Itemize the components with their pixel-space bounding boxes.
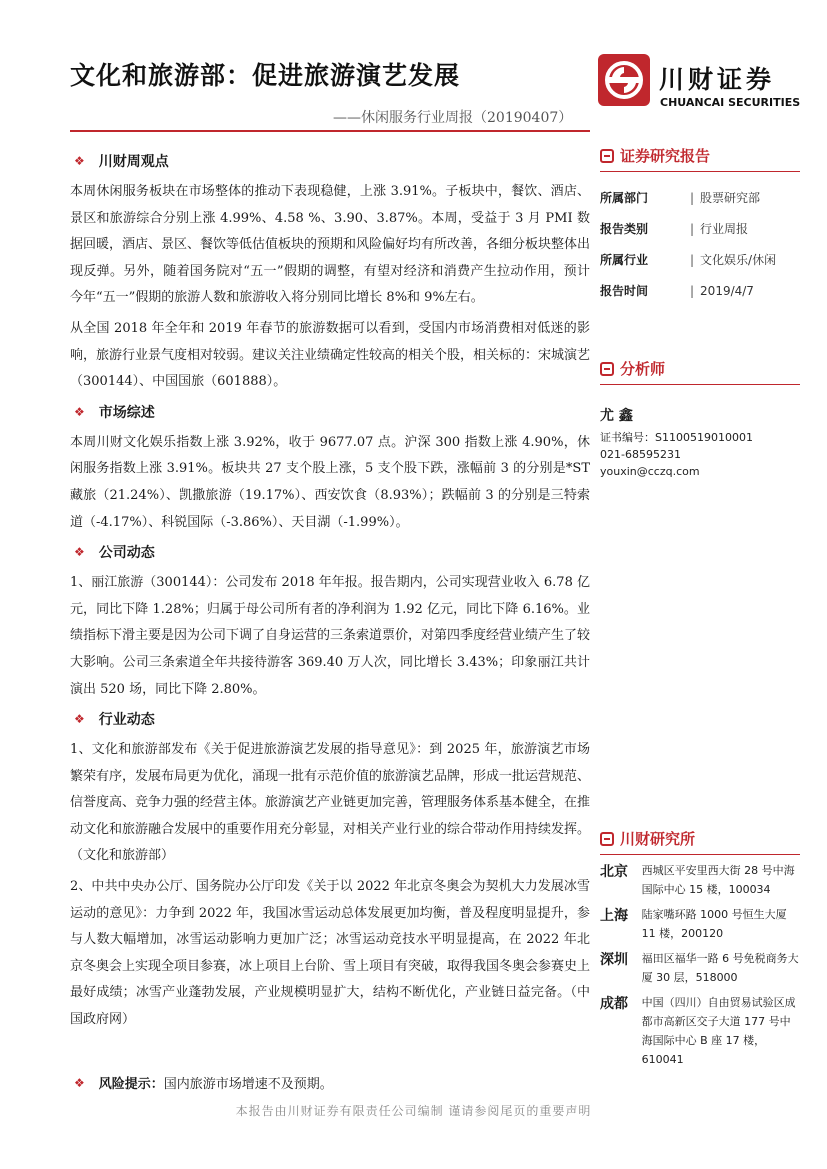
diamond-bullet-icon: ❖ bbox=[74, 712, 85, 727]
section-heading: ❖ 行业动态 bbox=[74, 712, 155, 729]
risk-text: 国内旅游市场增速不及预期。 bbox=[163, 1077, 333, 1092]
section-heading: ❖ 川财周观点 bbox=[74, 154, 169, 170]
info-row: 所属行业 | 文化娱乐/休闲 bbox=[600, 244, 800, 275]
logo-text-cn: 川财证券 bbox=[659, 65, 776, 94]
info-row: 所属部门 | 股票研究部 bbox=[600, 182, 800, 213]
analyst-cert: 证书编号：S1100519010001 bbox=[600, 431, 753, 444]
report-subtitle: ——休闲服务行业周报（20190407） bbox=[333, 110, 573, 126]
sidebar-divider bbox=[600, 171, 800, 172]
analyst-phone: 021-68595231 bbox=[600, 448, 681, 461]
section-market-review bbox=[70, 402, 590, 536]
analyst-name: 尤 鑫 bbox=[600, 408, 633, 424]
report-icon bbox=[600, 149, 614, 163]
paragraph: 本周休闲服务板块在市场整体的推动下表现稳健，上涨 3.91%。子板块中，餐饮、酒店、景区和旅游综合分别上涨 4.99%、4.58 %、3.90、3.87%。本周，受益于 3 月 PMI 数据回暖，酒店、景区、餐饮等低估值板块的预期和风险偏好均有所改善，各细分板块整体出现反弹。另外，随着国务院对“五一”假期的调整，有望对经济和消费产生拉动作用，预计今年“五一”假期的旅游人数和旅游收入将分别同比增长 8%和 9%左右。 bbox=[70, 184, 591, 306]
section-heading: ❖ 市场综述 bbox=[74, 404, 155, 421]
office-item: 成都 中国（四川）自由贸易试验区成都市高新区交子大道 177 号中海国际中心 B 座 17 楼，610041 bbox=[600, 996, 796, 1066]
info-row: 报告时间 | 2019/4/7 bbox=[600, 275, 800, 306]
paragraph: 1、丽江旅游（300144）：公司发布 2018 年年报。报告期内，公司实现营业收入 6.78 亿元，同比下降 1.28%；归属于母公司所有者的净利润为 1.92 亿元，同比下降 6.16%。业绩指标下滑主要是因为公司下调了自身运营的三条索道票价，对第四季度经营业绩产生了较大影响。公司三条索道全年共接待游客 369.40 万人次，同比增长 3.43%；印象丽江共计演出 520 场，同比下降 2.80%。 bbox=[70, 575, 591, 697]
risk-warning bbox=[70, 1073, 333, 1092]
info-row: 报告类别 | 行业周报 bbox=[600, 213, 800, 244]
title-divider bbox=[70, 130, 590, 132]
office-list bbox=[600, 861, 800, 1069]
section-weekly-view bbox=[70, 151, 590, 396]
paragraph: 从全国 2018 年全年和 2019 年春节的旅游数据可以看到，受国内市场消费相对低迷的影响，旅游行业景气度相对较弱。建议关注业绩确定性较高的相关个股，相关标的：宋城演艺（300144）、中国国旅（601888）。 bbox=[70, 320, 591, 390]
logo-text-en: CHUANCAI SECURITIES bbox=[660, 96, 801, 109]
page-footer: 本报告由川财证券有限责任公司编制 谨请参阅尾页的重要声明 bbox=[235, 1104, 592, 1118]
chuancai-logo-icon bbox=[598, 54, 650, 106]
office-item: 上海 陆家嘴环路 1000 号恒生大厦 11 楼，200120 bbox=[600, 908, 787, 940]
report-heading: 证券研究报告 bbox=[600, 145, 800, 166]
report-info bbox=[600, 182, 800, 306]
analyst-icon bbox=[600, 362, 614, 376]
main-content bbox=[70, 145, 590, 1038]
office-item: 北京 西城区平安里西大街 28 号中海国际中心 15 楼，100034 bbox=[600, 864, 795, 896]
section-industry-news bbox=[70, 709, 590, 1034]
sidebar-divider bbox=[600, 854, 800, 855]
diamond-bullet-icon: ❖ bbox=[74, 154, 85, 168]
institute-icon bbox=[600, 832, 614, 846]
office-item: 深圳 福田区福华一路 6 号免税商务大厦 30 层，518000 bbox=[600, 952, 799, 984]
page-title: 文化和旅游部：促进旅游演艺发展 bbox=[70, 61, 461, 90]
sidebar bbox=[600, 145, 800, 1075]
risk-label: 风险提示： bbox=[98, 1077, 164, 1092]
paragraph: 本周川财文化娱乐指数上涨 3.92%，收于 9677.07 点。沪深 300 指数上涨 4.90%，休闲服务指数上涨 3.91%。板块共 27 支个股上涨，5 支个股下跌，涨幅前 3 的分别是*ST 藏旅（21.24%）、凯撒旅游（19.17%）、西安饮食（8.93%）；跌幅前 3 的分别是三特索道（-4.17%）、科锐国际（-3.86%）、天目湖（-1.99%）。 bbox=[70, 434, 590, 530]
institute-heading: 川财研究所 bbox=[600, 828, 800, 849]
sidebar-divider bbox=[600, 384, 800, 385]
analyst-heading: 分析师 bbox=[600, 358, 800, 379]
analyst-email[interactable]: youxin@cczq.com bbox=[600, 465, 700, 478]
paragraph: 1、文化和旅游部发布《关于促进旅游演艺发展的指导意见》：到 2025 年，旅游演艺市场繁荣有序，发展布局更为优化，涌现一批有示范价值的旅游演艺品牌，形成一批运营规范、信誉度高、竞争力强的经营主体。旅游演艺产业链更加完善，管理服务体系基本健全，在推动文化和旅游融合发展中的重要作用充分彰显，对相关产业行业的综合带动作用持续发挥。（文化和旅游部） bbox=[70, 742, 591, 864]
section-company-news bbox=[70, 542, 590, 703]
paragraph: 2、中共中央办公厅、国务院办公厅印发《关于以 2022 年北京冬奥会为契机大力发展冰雪运动的意见》：力争到 2022 年，我国冰雪运动总体发展更加均衡，普及程度明显提升，参与人数大幅增加，冰雪运动影响力更加广泛；冰雪运动竞技水平明显提高，在 2022 年北京冬奥会上实现全项目参赛，冰上项目上台阶、雪上项目有突破，取得我国冬奥会参赛史上最好成绩；冰雪产业蓬勃发展，产业规模明显扩大，结构不断优化，产业链日益完备。（中国政府网） bbox=[70, 879, 591, 1028]
section-heading: ❖ 公司动态 bbox=[74, 545, 155, 562]
diamond-bullet-icon: ❖ bbox=[74, 545, 85, 560]
diamond-bullet-icon: ❖ bbox=[74, 1075, 85, 1090]
diamond-bullet-icon: ❖ bbox=[74, 404, 85, 419]
